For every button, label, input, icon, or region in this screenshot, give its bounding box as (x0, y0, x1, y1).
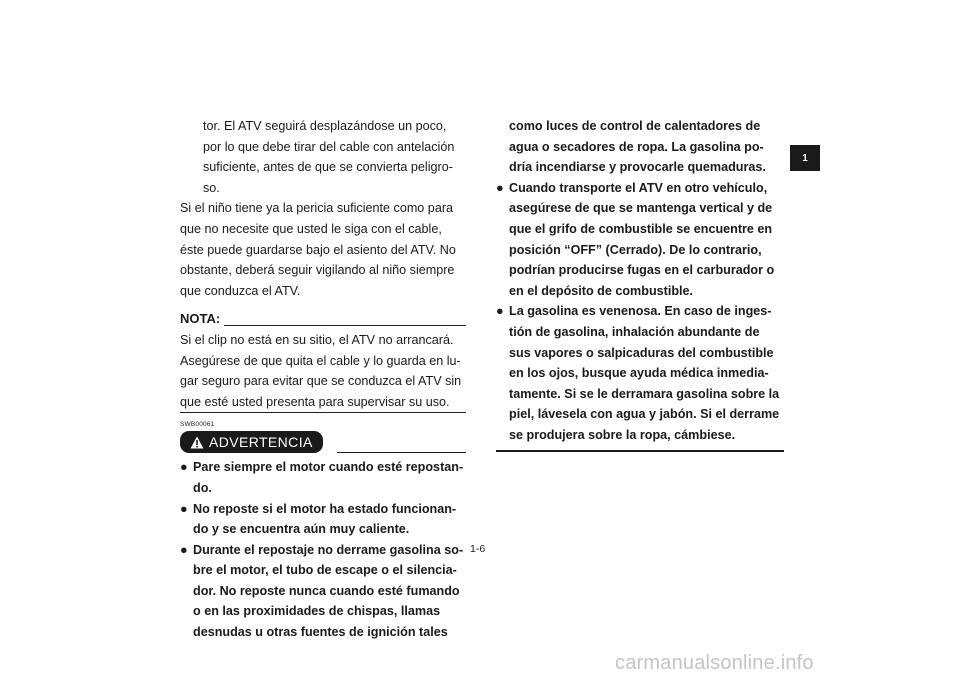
left-column (180, 116, 466, 643)
bullet-icon: ● (180, 501, 188, 516)
nota-label: NOTA: (180, 311, 221, 327)
text-line: en los ojos, busque ayuda médica inmedia- (509, 366, 769, 381)
warning-bullet (496, 178, 784, 302)
text-line: piel, lávesela con agua y jabón. Si el derrame (509, 407, 780, 422)
text-line: o en las proximidades de chispas, llamas (193, 604, 441, 619)
text-line: éste puede guardarse bajo el asiento del ATV. No (180, 242, 456, 257)
text-line: No reposte si el motor ha estado funcionan- (193, 501, 457, 516)
text-line: so. (203, 180, 220, 195)
text-line: por lo que debe tirar del cable con antelación (203, 139, 455, 154)
warning-continuation (496, 116, 784, 178)
chapter-tab: 1 (790, 145, 820, 171)
text-line: Si el clip no está en su sitio, el ATV no arrancará. (180, 332, 454, 347)
text-line: Cuando transporte el ATV en otro vehículo, (509, 180, 768, 195)
text-line: La gasolina es venenosa. En caso de inges- (509, 304, 772, 319)
text-line: como luces de control de calentadores de (509, 119, 761, 133)
text-line: gar seguro para evitar que se conduzca el ATV sin (180, 374, 462, 389)
nota-divider (224, 325, 466, 326)
nota-heading (180, 309, 466, 330)
body-paragraph (180, 198, 466, 301)
text-line: que conduzca el ATV. (180, 283, 301, 298)
text-line: obstante, deberá seguir vigilando al niño siempre (180, 263, 455, 278)
bullet-icon: ● (496, 304, 504, 319)
warning-bullet (180, 540, 466, 643)
text-line: dor. No reposte nunca cuando esté fumando (193, 583, 460, 598)
nota-paragraph (180, 330, 466, 412)
text-line: Pare siempre el motor cuando esté repostan- (193, 460, 464, 475)
text-line: dría incendiarse y provocarle quemaduras. (509, 160, 766, 175)
intro-paragraph (180, 116, 466, 198)
watermark: carmanualsonline.info (615, 652, 814, 674)
text-line: agua o secadores de ropa. La gasolina po- (509, 139, 764, 154)
page-number: 1-6 (470, 543, 486, 555)
text-line: bre el motor, el tubo de escape o el silencia- (193, 563, 457, 578)
warning-bullet (496, 301, 784, 445)
text-line: posición “OFF” (Cerrado). De lo contrario, (509, 242, 762, 257)
warning-end-divider (496, 450, 784, 452)
warning-divider (337, 452, 466, 453)
text-line: se produjera sobre la ropa, cámbiese. (509, 427, 736, 442)
text-line: sus vapores o salpicaduras del combustible (509, 345, 774, 360)
bullet-icon: ● (496, 180, 504, 195)
warning-bullet (180, 457, 466, 498)
text-line: do y se encuentra aún muy caliente. (193, 522, 410, 537)
text-line: que el grifo de combustible se encuentre en (509, 221, 773, 236)
nota-end-divider (180, 412, 466, 413)
text-line: podrían producirse fugas en el carburador o (509, 263, 775, 278)
warning-code: SWB00061 (180, 421, 215, 429)
warning-triangle-icon (190, 436, 204, 449)
text-line: tión de gasolina, inhalación abundante de (509, 324, 760, 339)
text-line: en el depósito de combustible. (509, 283, 694, 298)
text-line: Asegúrese de que quita el cable y lo guarda en lu- (180, 353, 461, 368)
text-line: Durante el repostaje no derrame gasolina so- (193, 542, 464, 557)
warning-heading (180, 431, 466, 453)
warning-bullet (180, 499, 466, 540)
text-line: Si el niño tiene ya la pericia suficiente como para (180, 201, 454, 216)
text-line: que esté usted presenta para supervisar su uso. (180, 394, 450, 409)
text-line: tamente. Si se le derramara gasolina sobre la (509, 386, 780, 401)
warning-badge (180, 431, 323, 453)
text-line: suficiente, antes de que se convierta peligro- (203, 160, 453, 175)
text-line: que no necesite que usted le siga con el cable, (180, 221, 442, 236)
bullet-icon: ● (180, 460, 188, 475)
text-line: asegúrese de que se mantenga vertical y de (509, 201, 773, 216)
text-line: tor. El ATV seguirá desplazándose un poco, (203, 119, 447, 133)
bullet-icon: ● (180, 542, 188, 557)
warning-label: ADVERTENCIA (209, 434, 313, 451)
right-column (496, 116, 784, 452)
text-line: desnudas u otras fuentes de ignición tales (193, 625, 448, 640)
text-line: do. (193, 480, 212, 495)
